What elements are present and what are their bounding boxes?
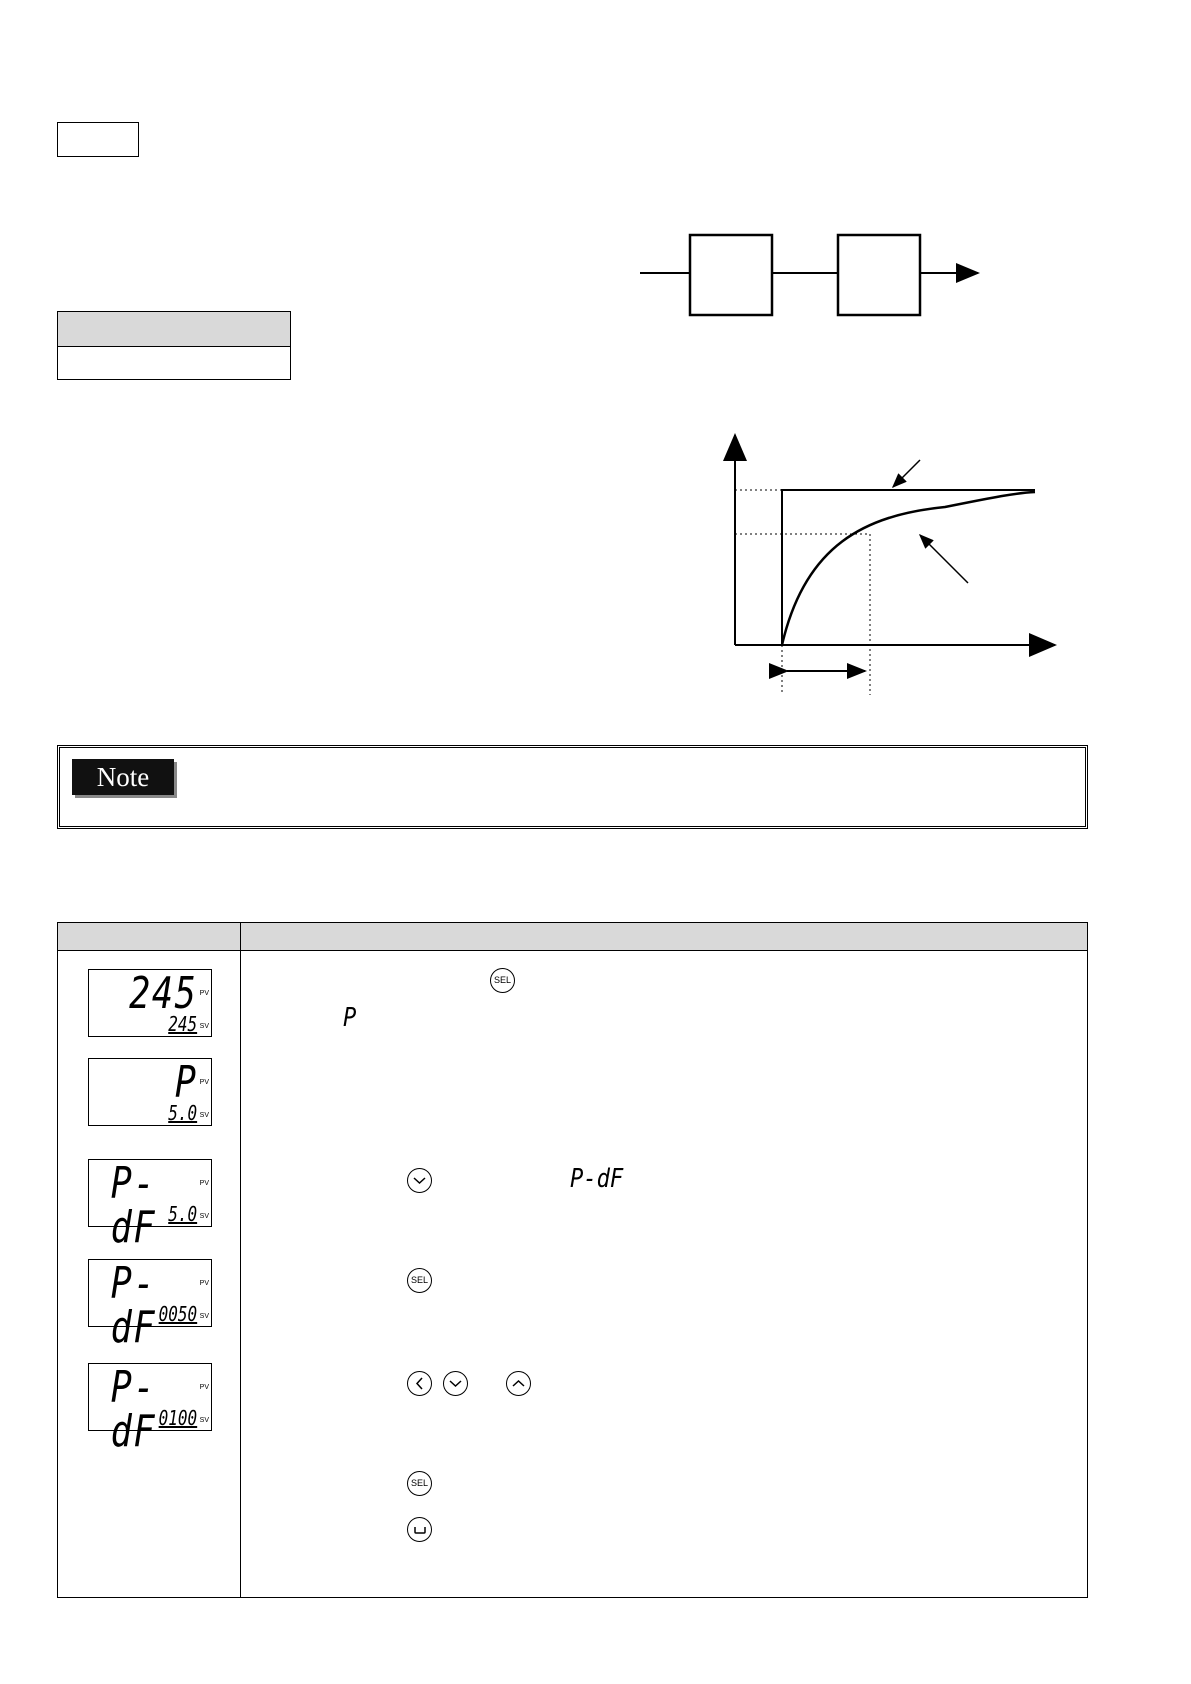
sv-label: SV [199, 1213, 209, 1220]
pv-label: PV [199, 990, 209, 997]
lcd-display-4 [88, 1258, 212, 1353]
lcd-display-5 [88, 1362, 212, 1457]
sv-label: SV [199, 1417, 209, 1424]
note-badge: Note [72, 759, 174, 795]
column-separator [240, 923, 241, 1597]
pv-value: P-dF [110, 1258, 157, 1353]
segment-p-df: P-dF [570, 1164, 624, 1194]
segment-p: P [343, 1003, 357, 1033]
pv-value: P-dF [110, 1158, 157, 1253]
block-1 [690, 235, 772, 315]
note-box [57, 745, 1088, 829]
sel-key-icon: SEL [407, 1471, 432, 1496]
section-tag-box [57, 122, 139, 157]
left-key-icon [407, 1371, 432, 1396]
sv-label: SV [199, 1112, 209, 1119]
sv-label: SV [199, 1313, 209, 1320]
sv-label: SV [199, 1023, 209, 1030]
down-key-icon [407, 1168, 432, 1193]
sv-value: 5.0 [168, 1101, 197, 1125]
pv-label: PV [199, 1180, 209, 1187]
sel-key-icon: SEL [407, 1268, 432, 1293]
procedure-table [57, 922, 1088, 1598]
block-2 [838, 235, 920, 315]
pv-value: P-dF [110, 1362, 157, 1457]
pv-label: PV [199, 1079, 209, 1086]
block-diagram [630, 225, 1000, 325]
sv-value: 0050 [158, 1302, 197, 1326]
down-key-icon [443, 1371, 468, 1396]
parameter-table [57, 311, 291, 380]
lcd-display-2 [88, 1058, 212, 1126]
procedure-table-header [58, 923, 1087, 951]
sel-key-icon: SEL [490, 968, 515, 993]
lcd-display-1 [88, 969, 212, 1037]
return-key-icon [407, 1517, 432, 1542]
pv-label: PV [199, 1384, 209, 1391]
step-input-line [735, 490, 1035, 645]
pv-value: P [174, 1057, 197, 1108]
parameter-table-header [58, 312, 290, 347]
sv-value: 5.0 [168, 1202, 197, 1226]
curve-pointer-arrow [920, 535, 968, 583]
pv-label: PV [199, 1280, 209, 1287]
step-response-graph [715, 425, 1065, 700]
step-pointer-arrow [893, 460, 920, 487]
response-curve [782, 492, 1035, 645]
up-key-icon [506, 1371, 531, 1396]
sv-value: 0100 [158, 1406, 197, 1430]
lcd-display-3 [88, 1158, 212, 1253]
sv-value: 245 [168, 1012, 197, 1036]
pv-value: 245 [128, 968, 197, 1019]
